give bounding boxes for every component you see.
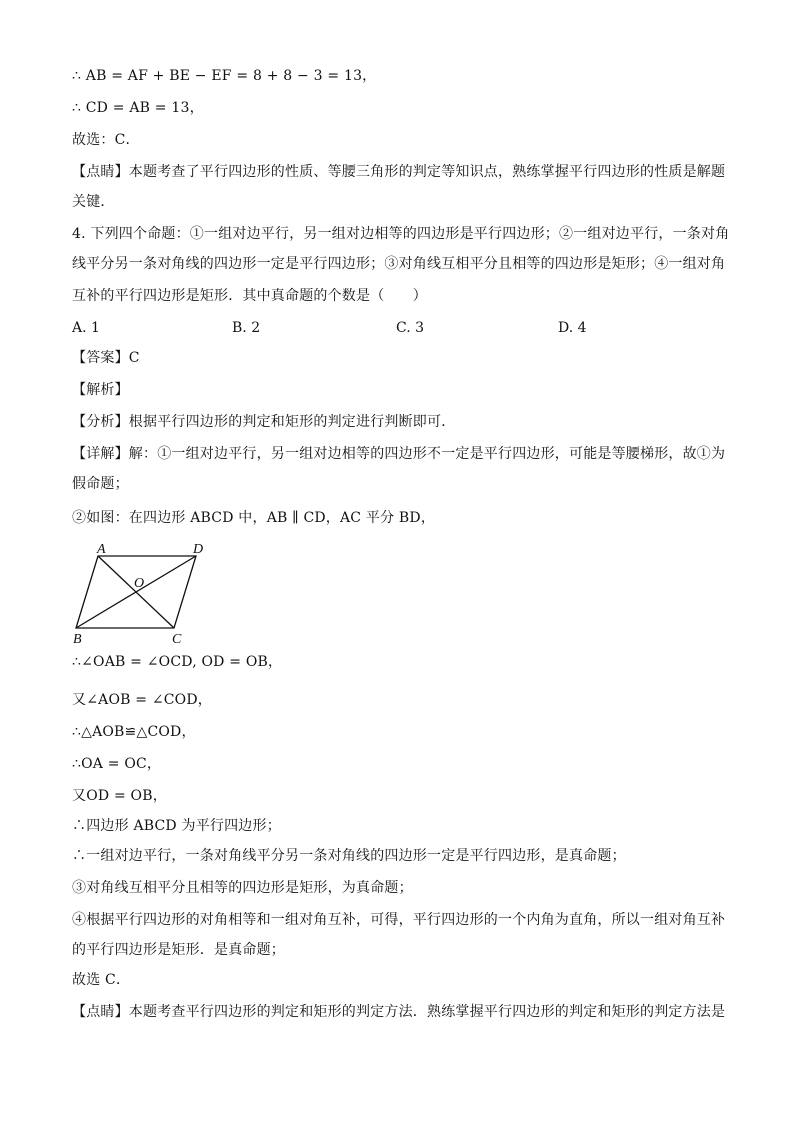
parallelogram-figure bbox=[68, 538, 208, 646]
answer-label: 【答案】C bbox=[72, 350, 140, 366]
reasoning-line-9: ③对角线互相平分且相等的四边形是矩形，为真命题； bbox=[72, 880, 413, 896]
option-a: A. 1 bbox=[72, 320, 100, 336]
step-cd-equals-ab: ∴ CD = AB = 13， bbox=[72, 100, 204, 116]
reasoning-line-2: ∴∠OAB = ∠OCD, OD = OB， bbox=[72, 654, 283, 670]
option-d: D. 4 bbox=[558, 320, 587, 336]
reasoning-line-5: ∴OA = OC， bbox=[72, 756, 162, 772]
analysis-summary: 【分析】根据平行四边形的判定和矩形的判定进行判断即可． bbox=[72, 414, 456, 430]
detail-line-1: 【详解】解：①一组对边平行，另一组对边相等的四边形不一定是平行四边形，可能是等腰梯形，故①为 bbox=[72, 446, 726, 462]
option-b: B. 2 bbox=[232, 320, 261, 336]
option-c: C. 3 bbox=[396, 320, 425, 336]
label-d: D bbox=[193, 542, 204, 557]
reasoning-line-7: ∴四边形 ABCD 为平行四边形； bbox=[72, 818, 281, 834]
choice-statement: 故选：C． bbox=[72, 132, 140, 148]
reasoning-line-11: 的平行四边形是矩形．是真命题； bbox=[72, 942, 285, 958]
reasoning-line-4: ∴△AOB≌△COD， bbox=[72, 724, 196, 740]
reasoning-line-1: ②如图：在四边形 ABCD 中，AB ∥ CD，AC 平分 BD， bbox=[72, 510, 436, 526]
label-b: B bbox=[73, 632, 82, 646]
question-4-line-2: 线平分另一条对角线的四边形一定是平行四边形；③对角线互相平分且相等的四边形是矩形；④一组对角 bbox=[72, 256, 726, 272]
label-o: O bbox=[134, 576, 145, 591]
label-a: A bbox=[97, 542, 106, 557]
diagonal-bd bbox=[76, 556, 196, 628]
step-ab-computation: ∴ AB = AF + BE − EF = 8 + 8 − 3 = 13， bbox=[72, 68, 377, 84]
final-comment: 【点睛】本题考查平行四边形的判定和矩形的判定方法．熟练掌握平行四边形的判定和矩形的判定方法是 bbox=[72, 1004, 726, 1020]
reasoning-line-3: 又∠AOB = ∠COD， bbox=[72, 692, 212, 708]
reasoning-line-8: ∴一组对边平行，一条对角线平分另一条对角线的四边形一定是平行四边形，是真命题； bbox=[72, 848, 626, 864]
question-4-line-1: 4. 下列四个命题：①一组对边平行，另一组对边相等的四边形是平行四边形；②一组对边平行，一条对角 bbox=[72, 226, 730, 242]
reasoning-line-10: ④根据平行四边形的对角相等和一组对角互补，可得，平行四边形的一个内角为直角，所以一组对角互补 bbox=[72, 912, 726, 928]
detail-line-2: 假命题； bbox=[72, 476, 129, 492]
label-c: C bbox=[172, 632, 182, 646]
final-choice: 故选 C． bbox=[72, 972, 131, 988]
comment-line-2: 关键． bbox=[72, 194, 115, 210]
reasoning-line-6: 又OD = OB， bbox=[72, 788, 167, 804]
comment-line-1: 【点睛】本题考查了平行四边形的性质、等腰三角形的判定等知识点，熟练掌握平行四边形的性质是解题 bbox=[72, 164, 726, 180]
analysis-heading: 【解析】 bbox=[72, 382, 129, 398]
question-4-line-3: 互补的平行四边形是矩形．其中真命题的个数是（ ） bbox=[72, 288, 427, 304]
